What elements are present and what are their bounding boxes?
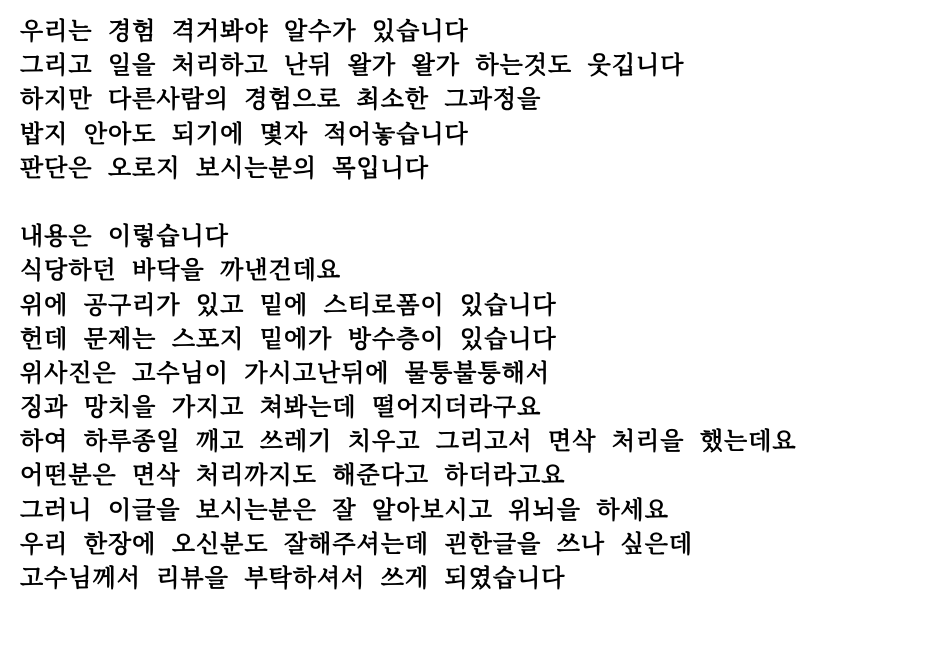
body-line: 징과 망치을 가지고 쳐봐는데 떨어지더라구요 <box>20 393 542 422</box>
intro-line: 우리는 경험 격거봐야 알수가 있습니다 <box>20 17 469 45</box>
body-line: 위사진은 고수님이 가시고난뒤에 물퉁불퉁해서 <box>20 358 551 387</box>
intro-line: 판단은 오로지 보시는분의 목입니다 <box>20 153 430 182</box>
body-line: 헌데 문제는 스포지 밑에가 방수층이 있습니다 <box>20 324 557 353</box>
body-line: 내용은 이렇습니다 <box>20 222 229 251</box>
body-line: 하여 하루종일 깨고 쓰레기 치우고 그리고서 면삭 처리을 했는데요 <box>20 427 797 456</box>
body-line: 어떤분은 면삭 처리까지도 해준다고 하더라고요 <box>20 461 566 490</box>
body-line: 식당하던 바닥을 까낸건데요 <box>20 256 342 285</box>
intro-line: 밥지 안아도 되기에 몇자 적어놓습니다 <box>20 119 469 148</box>
body-line: 고수님께서 리뷰을 부탁하셔서 쓰게 되였습니다 <box>20 564 566 592</box>
intro-line: 그리고 일을 처리하고 난뒤 왈가 왈가 하는것도 웃깁니다 <box>20 51 685 80</box>
paragraph-gap <box>20 185 935 219</box>
body-line: 위에 공구리가 있고 밑에 스티로폼이 있습니다 <box>20 290 557 319</box>
body-line: 우리 한장에 오신분도 잘해주셔는데 괸한글을 쓰나 싶은데 <box>20 529 694 558</box>
intro-line: 하지만 다른사람의 경험으로 최소한 그과정을 <box>20 85 542 114</box>
body-line: 그러니 이글을 보시는분은 잘 알아보시고 위뇌을 하세요 <box>20 495 669 524</box>
document-text <box>20 14 935 595</box>
